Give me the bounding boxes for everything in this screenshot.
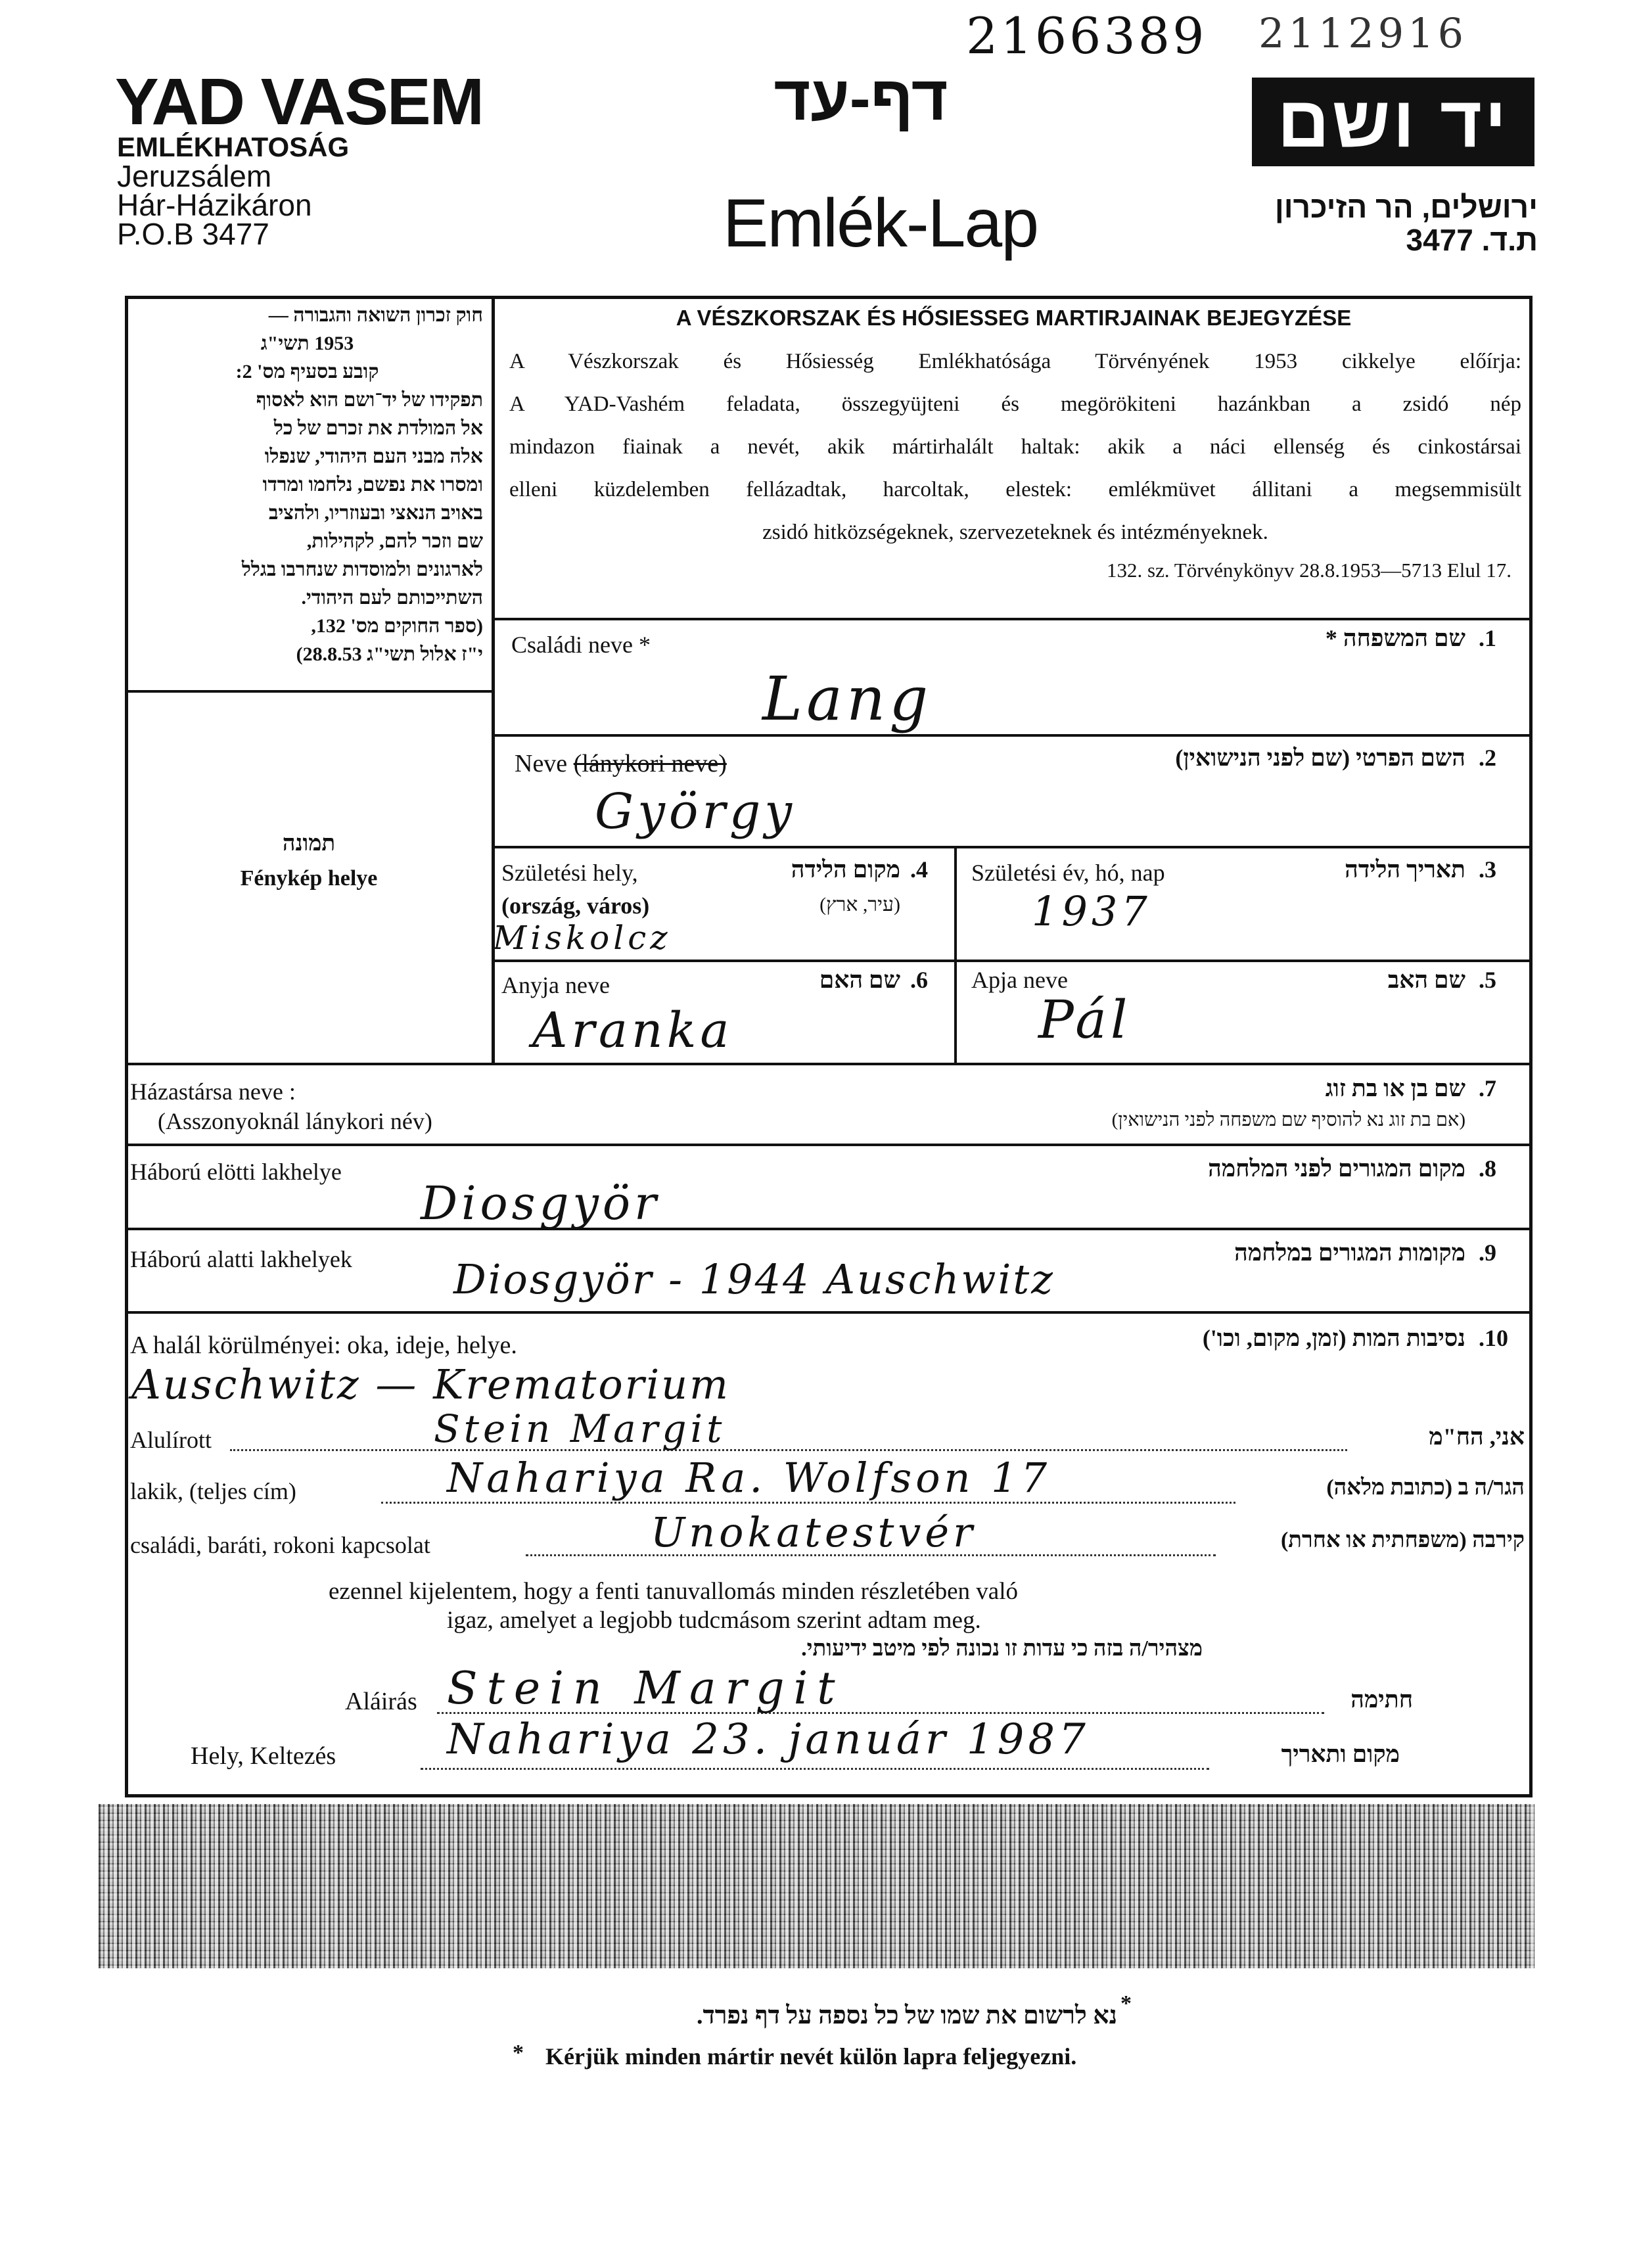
first-name-label (515, 749, 727, 778)
photo-label-hebrew: תמונה (282, 831, 336, 856)
signature-label-he: חתימה (1350, 1686, 1413, 1713)
law-line: ומסרו את נפשם, נלחמו ומרדו (262, 474, 483, 496)
rule (954, 846, 957, 1065)
place-date-value[interactable]: Nahariya 23. január 1987 (447, 1715, 1090, 1764)
law-line: אלה מבני העם היהודי, שנפלו (264, 446, 483, 467)
mother-name-label: Anyja neve (501, 972, 610, 998)
degraded-print-band (99, 1804, 1534, 1968)
dotted-line (381, 1502, 1235, 1504)
mother-name-value[interactable]: Aranka (532, 1002, 733, 1059)
law-line: קובע בסעיף מס' 2: (235, 361, 379, 382)
father-name-value[interactable]: Pál (1038, 989, 1132, 1050)
rule (125, 1228, 1533, 1230)
law-line: השתייכותם לעם היהודי. (301, 587, 483, 609)
form-title: Emlék-Lap (723, 185, 1038, 262)
serial-number-1: 2166389 (966, 7, 1207, 65)
maiden-name-struck: (lánykori neve) (573, 750, 727, 777)
first-name-label-text: Neve (515, 750, 568, 777)
intro-heading: A VÉSZKORSZAK ÉS HŐSIESSEG MARTIRJAINAK BEJEGYZÉSE (676, 306, 1352, 330)
rule (493, 846, 1533, 848)
spouse-label-he-sub: (אם בת זוג נא להוסיף שם משפחה לפני הנישואין) (1111, 1109, 1465, 1130)
spouse-label: Házastársa neve : (130, 1078, 296, 1105)
field-number: .8 (1479, 1155, 1496, 1182)
law-line: (ספר החוקים מס' 132, (311, 615, 483, 637)
address-label-he: הגר/ה ב (כתובת מלאה) (1326, 1475, 1525, 1500)
address-label: lakik, (teljes cím) (130, 1478, 296, 1504)
prewar-residence-label: Háború elötti lakhelye (130, 1159, 342, 1185)
family-name-value[interactable]: Lang (762, 664, 933, 734)
father-name-label-he: שם האב (1387, 967, 1465, 993)
address-line-2: Hár-Házikáron (117, 188, 312, 222)
birth-place-value[interactable]: Miskolcz (493, 919, 672, 957)
title-hebrew: דף-עד (773, 63, 948, 133)
signature-label: Aláirás (345, 1688, 417, 1715)
birth-place-label-he-sub: (עיר, ארץ) (819, 894, 900, 915)
org-subtitle: EMLÉKHATOSÁG (117, 131, 350, 162)
prewar-residence-value[interactable]: Diosgyör (421, 1176, 660, 1230)
intro-line: A YAD-Vashém feladata, összegyüjteni és megörökiteni hazánkban a zsidó nép (509, 392, 1521, 416)
law-text (131, 301, 483, 668)
rule (493, 960, 1533, 962)
birth-place-label-sub: (ország, város) (501, 892, 650, 919)
undersigned-value[interactable]: Stein Margit (434, 1406, 726, 1451)
law-line: תפקידו של יד־ושם הוא לאסוף (256, 389, 483, 411)
field-number: .1 (1479, 625, 1496, 651)
declaration-he: מצהיר/ה בזה כי עדות זו נכונה לפי מיטב ידיעותי. (801, 1636, 1203, 1661)
mother-name-label-he: שם האם (819, 967, 900, 993)
birth-date-value[interactable]: 1937 (1032, 887, 1151, 935)
field-number: .6 (910, 967, 928, 993)
sidebar-law-divider (125, 690, 493, 693)
first-name-label-he: השם הפרטי (שם לפני הנישואין) (1175, 745, 1465, 771)
birth-place-label: Születési hely, (501, 860, 638, 886)
serial-number-2: 2112916 (1258, 9, 1468, 57)
wartime-residence-label: Háború alatti lakhelyek (130, 1246, 352, 1272)
law-line: לארגונים ולמוסדות שנחרבו בגלל (241, 559, 483, 580)
intro-line: mindazon fiainak a nevét, akik mártirhalált haltak: akik a náci ellenség és cinkostársai (509, 435, 1521, 459)
death-circumstances-label: A halál körülményei: oka, ideje, helye. (130, 1331, 517, 1359)
death-circumstances-label-he: נסיבות המות (זמן, מקום, וכו') (1202, 1325, 1465, 1351)
birth-place-label-he: מקום הלידה (791, 856, 900, 883)
signature-value[interactable]: Stein Margit (447, 1663, 844, 1715)
place-date-label: Hely, Keltezés (191, 1742, 336, 1770)
law-line: י"ז אלול תשי"ג 28.8.53) (296, 643, 483, 665)
intro-citation: 132. sz. Törvénykönyv 28.8.1953—5713 Elul 17. (1107, 559, 1511, 582)
dotted-line (230, 1449, 1347, 1451)
field-number: .9 (1479, 1239, 1496, 1266)
place-date-label-he: מקום ותאריך (1281, 1741, 1400, 1767)
dotted-line (421, 1768, 1209, 1770)
spouse-label-he: שם בן או בת זוג (1325, 1075, 1465, 1101)
relation-label-he: קירבה (משפחתית או אחרת) (1280, 1528, 1525, 1552)
address-line-3: P.O.B 3477 (117, 217, 269, 251)
address-value[interactable]: Nahariya Ra. Wolfson 17 (447, 1454, 1051, 1502)
hebrew-address-2: ת.ד. 3477 (1406, 223, 1538, 257)
prewar-residence-label-he: מקום המגורים לפני המלחמה (1208, 1155, 1465, 1182)
intro-text (509, 340, 1521, 554)
first-name-value[interactable]: György (595, 783, 796, 840)
address-line-1: Jeruzsálem (117, 159, 272, 193)
field-number: .4 (910, 856, 928, 883)
footer-note: Kérjük minden mártir nevét külön lapra feljegyezni. (545, 2043, 1077, 2070)
field-number: .5 (1479, 967, 1496, 993)
field-number: .10 (1479, 1325, 1508, 1351)
footer-note-he: נא לרשום את שמו של כל נספה על דף נפרד. (696, 2002, 1117, 2029)
footer-asterisk-2: * (513, 2041, 524, 2065)
family-name-label-he: שם המשפחה * (1325, 625, 1465, 651)
law-line: חוק זכרון השואה והגבורה — (268, 304, 483, 326)
undersigned-label: Alulírott (130, 1427, 212, 1453)
hebrew-address-1: ירושלים, הר הזיכרון (1274, 190, 1538, 224)
birth-date-label: Születési év, hó, nap (971, 860, 1165, 886)
declaration-line-2: igaz, amelyet a legjobb tudcmásom szerint adtam meg. (447, 1607, 981, 1634)
rule (125, 1144, 1533, 1146)
spouse-label-sub: (Asszonyoknál lánykori név) (158, 1108, 432, 1134)
law-line: אל המולדת את זכרם של כל (273, 417, 483, 439)
field-number: .2 (1479, 745, 1496, 771)
field-number: .7 (1479, 1075, 1496, 1101)
relation-value[interactable]: Unokatestvér (651, 1508, 977, 1556)
intro-line: elleni küzdelemben fellázadtak, harcoltak, elestek: emlékmüvet állitani a megsemmisült (509, 478, 1521, 501)
birth-date-label-he: תאריך הלידה (1345, 856, 1465, 883)
rule (125, 1063, 1533, 1065)
wartime-residence-value[interactable]: Diosgyör - 1944 Auschwitz (453, 1255, 1055, 1303)
rule (493, 734, 1533, 737)
field-number: .3 (1479, 856, 1496, 883)
intro-line: A Vészkorszak és Hősiesség Emlékhatósága Törvényének 1953 cikkelye előírja: (509, 350, 1521, 373)
law-line: שם וזכר להם, לקהילות, (306, 530, 483, 552)
undersigned-label-he: אני, הח"מ (1429, 1423, 1525, 1450)
declaration-line-1: ezennel kijelentem, hogy a fenti tanuvallomás minden részletében való (329, 1578, 1018, 1605)
family-name-label: Családi neve * (511, 632, 651, 658)
relation-label: családi, baráti, rokoni kapcsolat (130, 1532, 430, 1558)
org-name: YAD VASEM (115, 65, 483, 139)
death-circumstances-value[interactable]: Auschwitz — Krematorium (131, 1360, 730, 1408)
logo-text: יד ושם (1277, 81, 1510, 162)
photo-label: Fénykép helye (240, 866, 378, 891)
rule (125, 1311, 1533, 1314)
rule (493, 618, 1533, 620)
law-line: באויב הנאצי ובעוזריו, ולהציב (268, 502, 483, 524)
yad-vashem-logo (1252, 78, 1534, 166)
intro-line: zsidó hitközségeknek, szervezeteknek és intézményeknek. (762, 521, 1268, 544)
wartime-residence-label-he: מקומות המגורים במלחמה (1234, 1239, 1465, 1266)
father-name-label: Apja neve (971, 967, 1068, 993)
law-line: 1953 תשי"ג (260, 333, 354, 354)
footer-asterisk: * (1120, 1991, 1132, 2016)
